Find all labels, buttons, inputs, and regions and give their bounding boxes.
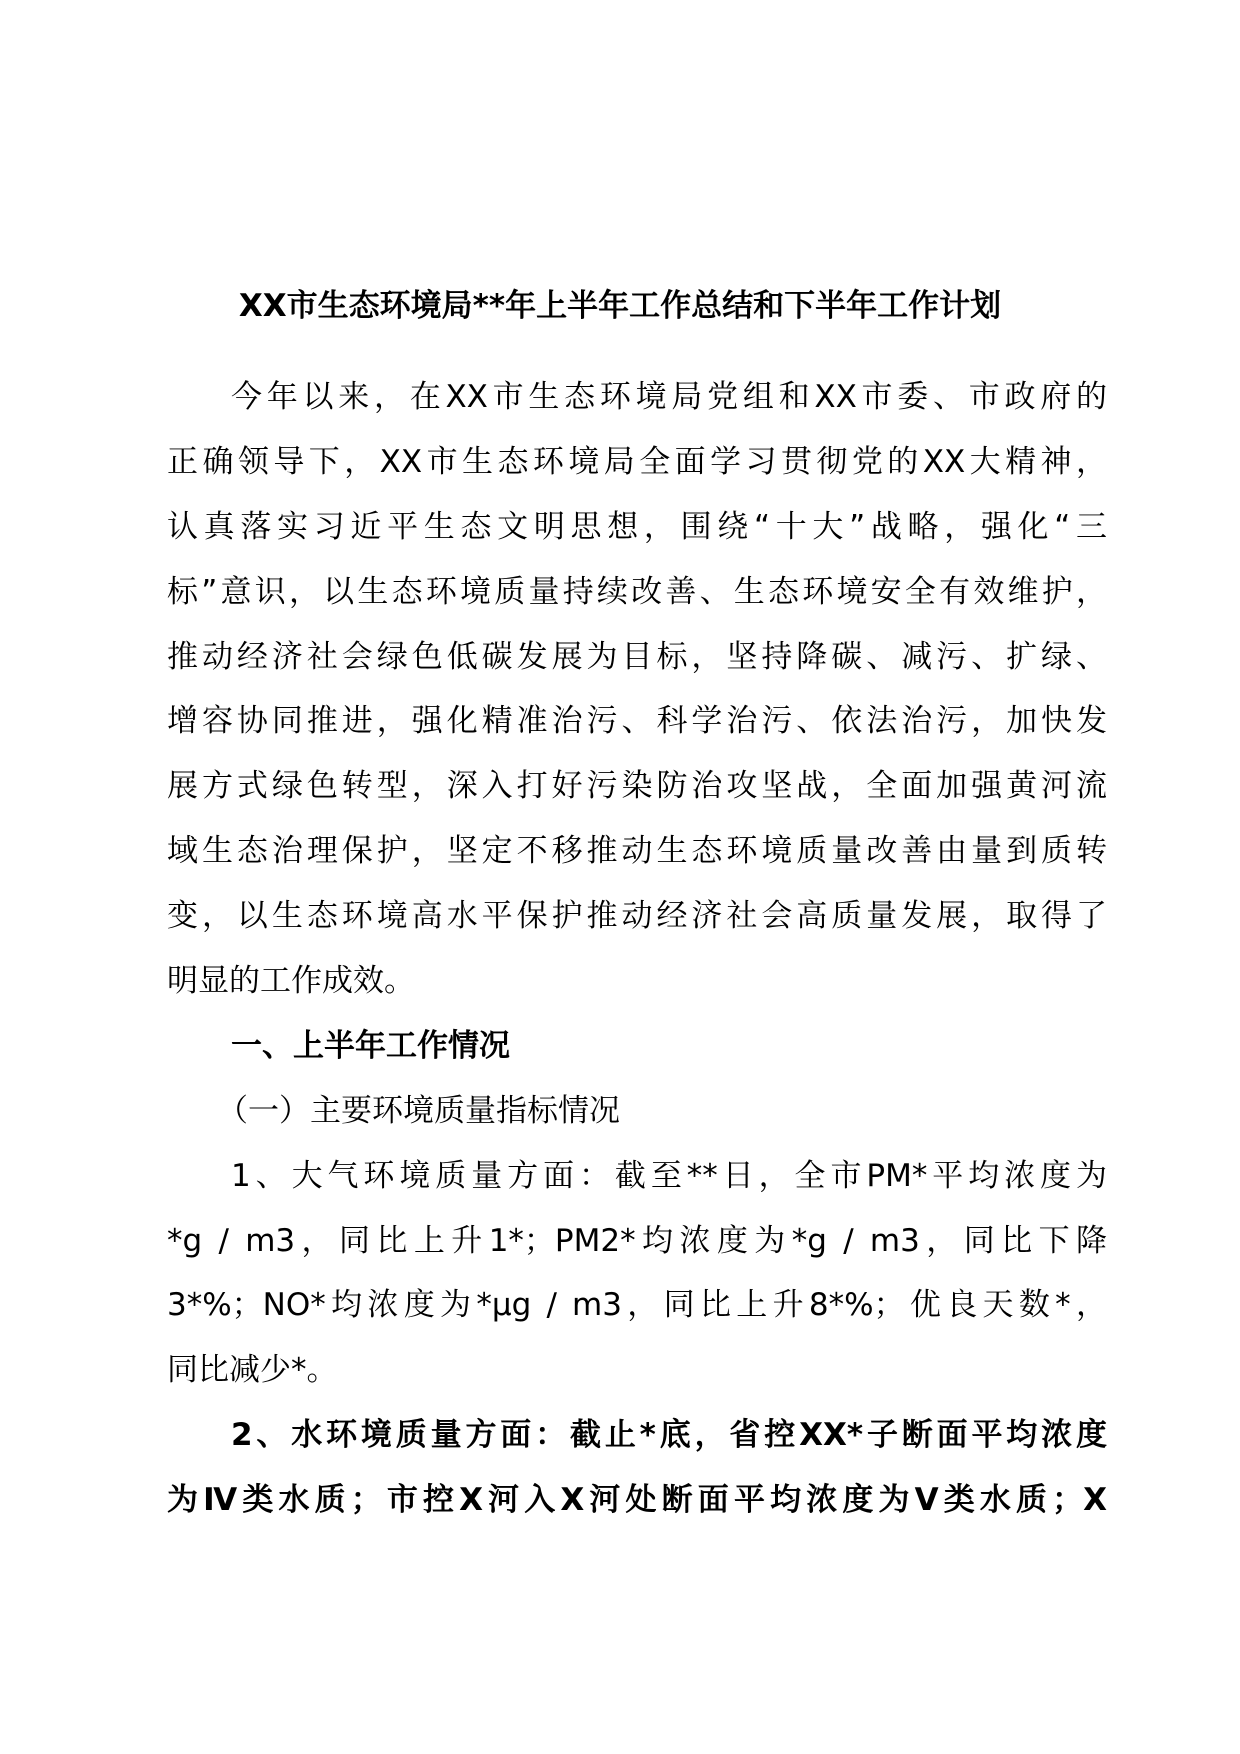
document-body xyxy=(167,372,1107,1540)
intro-paragraph xyxy=(167,372,1107,1021)
text-line: 域生态治理保护，坚定不移推动生态环境质量改善由量到质转 xyxy=(167,833,1107,870)
text-line: 正确领导下，XX市生态环境局全面学习贯彻党的XX大精神， xyxy=(167,443,1107,480)
text-line: 今年以来，在XX市生态环境局党组和XX市委、市政府的 xyxy=(231,379,1107,415)
text-line: 为Ⅳ类水质；市控X河入X河处断面平均浓度为Ⅴ类水质；X xyxy=(167,1482,1107,1519)
text-line: 变，以生态环境高水平保护推动经济社会高质量发展，取得了 xyxy=(167,898,1107,935)
text-line: 展方式绿色转型，深入打好污染防治攻坚战，全面加强黄河流 xyxy=(167,768,1107,805)
text-line: 明显的工作成效。 xyxy=(167,963,415,1000)
text-line: 同比减少*。 xyxy=(167,1352,338,1389)
text-line: 认真落实习近平生态文明思想，围绕“十大”战略，强化“三 xyxy=(167,508,1107,545)
text-line: 1、大气环境质量方面：截至**日，全市PM*平均浓度为 xyxy=(231,1157,1107,1194)
text-line: 2、水环境质量方面：截止*底，省控XX*子断面平均浓度 xyxy=(231,1417,1107,1454)
document-title: XX市生态环境局**年上半年工作总结和下半年工作计划 xyxy=(238,288,1002,324)
air-quality-paragraph xyxy=(167,1151,1107,1411)
text-line: 3*%；NO*均浓度为*μg / m3，同比上升8*%；优良天数*， xyxy=(167,1287,1107,1324)
text-line: 推动经济社会绿色低碳发展为目标，坚持降碳、减污、扩绿、 xyxy=(167,638,1107,675)
text-line: 增容协同推进，强化精准治污、科学治污、依法治污，加快发 xyxy=(167,703,1107,740)
subsection-heading: （一）主要环境质量指标情况 xyxy=(217,1092,620,1129)
text-line: 标”意识，以生态环境质量持续改善、生态环境安全有效维护， xyxy=(167,573,1107,610)
section-heading: 一、上半年工作情况 xyxy=(231,1027,510,1064)
water-quality-paragraph xyxy=(167,1410,1107,1540)
text-line: *g / m3，同比上升1*；PM2*均浓度为*g / m3，同比下降 xyxy=(167,1222,1107,1259)
